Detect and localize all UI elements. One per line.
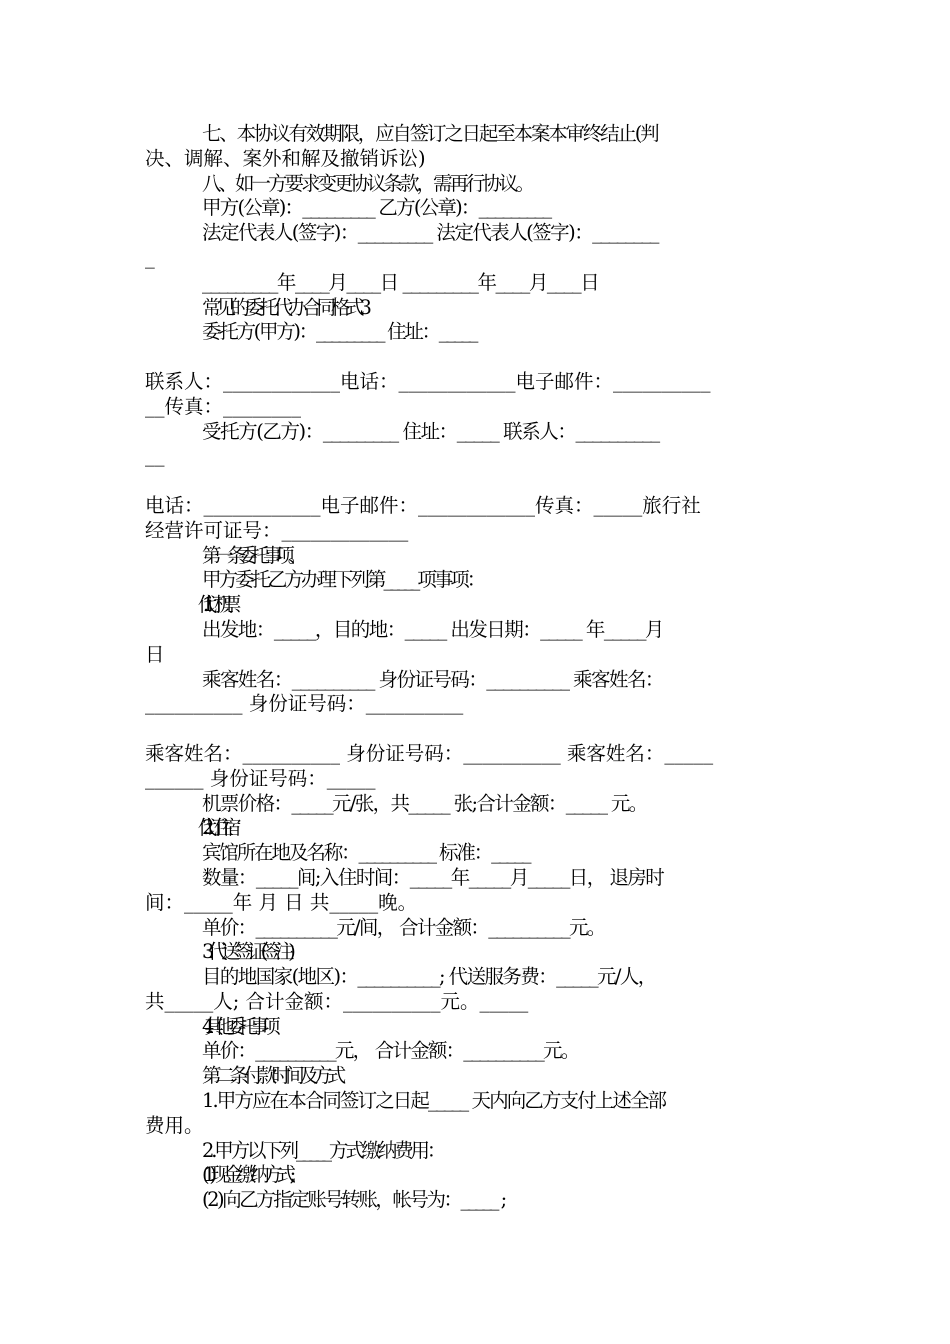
document-line: _: [145, 245, 155, 269]
document-line: 宾馆所在地及名称：__________ 标准：_____: [202, 841, 530, 865]
document-line: 乘客姓名：__________ 身份证号码：__________ 乘客姓名：: [202, 667, 663, 691]
document-line: __________ 身份证号码：__________: [145, 692, 464, 716]
document-line: 1.甲方应在本合同签订之日起_____ 天内向乙方支付上述全部: [202, 1089, 666, 1113]
document-line: 七、本协议有效期限，应自签订之日起至本案本审终结止(判: [202, 122, 658, 145]
document-line: 4.其他委托事项: [202, 1014, 273, 1038]
document-line: 经营许可证号：_____________: [145, 518, 409, 542]
document-line: 2.代订住宿: [202, 816, 231, 840]
document-line: 目的地国家(地区)：__________; 代送服务费：_____元/人，: [202, 965, 656, 989]
document-line: 法定代表人(签字)：_________ 法定代表人(签字)：________: [202, 221, 658, 245]
document-line: 第一条 委托事项。: [202, 543, 301, 567]
document-line: 电话：____________电子邮件：____________传真：_____旅行社: [145, 493, 701, 517]
document-line: 单价：__________元/间， 合计金额：__________元。: [202, 915, 605, 939]
blank-line: [145, 469, 815, 494]
document-line: 日: [145, 642, 165, 666]
document-line: 甲方委托乙方办理下列第_____项事项：: [202, 568, 484, 592]
document-line: 委托方(甲方)：_________ 住址：_____: [202, 320, 477, 344]
document-line: __传真：________: [145, 394, 302, 418]
document-line: 间：_____年 月 日 共_____晚。: [145, 890, 418, 914]
document-line: (2)向乙方指定账号转账，帐号为：_____ ;: [202, 1188, 505, 1212]
document-line: _________年____月____日 _________年____月____日: [202, 270, 599, 294]
document-line: 2.甲方以下列_____方式缴纳费用：: [202, 1138, 444, 1162]
document-line: 甲方(公章)：_________ 乙方(公章)：_________: [202, 196, 551, 220]
document-line: 3.代送签证(签注): [202, 940, 290, 964]
document-line: 第二条 付款时间及方式: [202, 1064, 341, 1088]
document-line: 八、如一方要求变更协议条款，需再行协议。: [202, 171, 533, 195]
document-line: __: [145, 444, 165, 468]
blank-line: [145, 717, 815, 742]
document-line: 受托方(乙方)：_________ 住址：_____ 联系人：__________: [202, 419, 659, 443]
document-body: [145, 122, 815, 1213]
document-line: 常见的委托代办合同格式3: [202, 295, 367, 319]
document-line: 乘客姓名：__________ 身份证号码：__________ 乘客姓名：_____: [145, 741, 714, 765]
document-line: 出发地：_____，目的地：_____ 出发日期：_____ 年_____月: [202, 617, 663, 641]
document-line: 决、调解、案外和解及撤销诉讼): [145, 146, 426, 170]
document-line: ______ 身份证号码：_____: [145, 766, 376, 790]
blank-line: [145, 345, 815, 370]
document-line: (1)现金缴纳方式;: [202, 1163, 290, 1187]
document-line: 联系人：____________电话：____________电子邮件：__________: [145, 369, 711, 393]
document-line: 机票价格：_____元/张，共_____ 张;合计金额：_____ 元。: [202, 791, 647, 815]
document-line: 费用。: [145, 1113, 204, 1137]
document-line: 共_____人; 合计金额：__________元。_____: [145, 989, 529, 1013]
document-line: 单价：__________元， 合计金额：__________元。: [202, 1039, 579, 1063]
document-line: 数量：_____间;入住时间：_____年_____月_____日， 退房时: [202, 865, 664, 889]
document-line: 1.代订机票: [202, 593, 231, 617]
